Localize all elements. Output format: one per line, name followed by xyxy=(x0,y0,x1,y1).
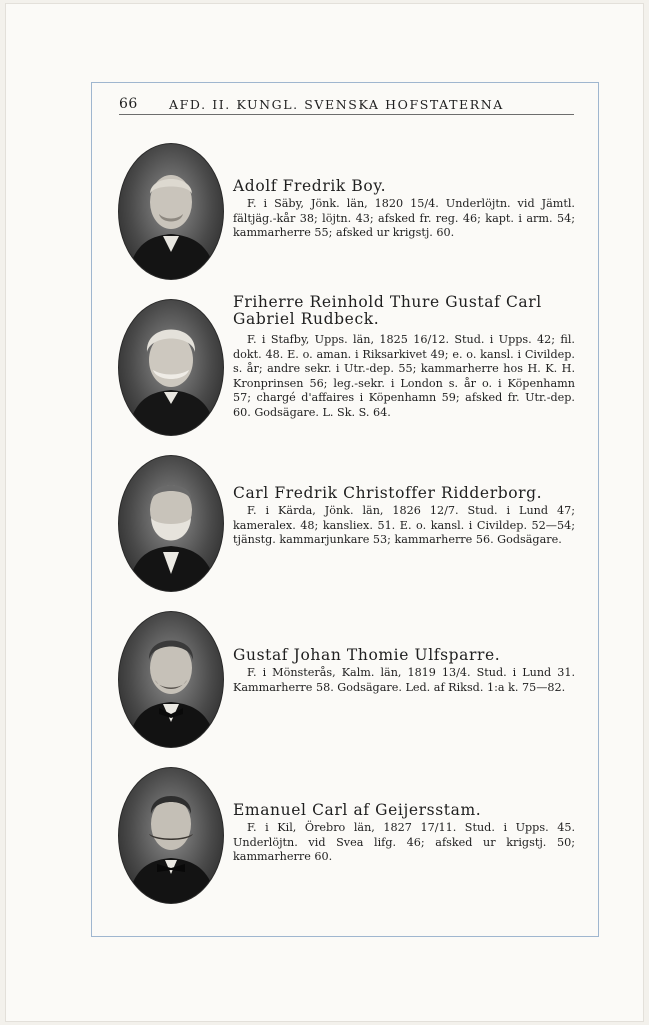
biography-entry xyxy=(118,293,578,439)
running-title: AFD. II. KUNGL. SVENSKA HOFSTATERNA xyxy=(169,97,504,112)
person-name: Gustaf Johan Thomie Ulfsparre. xyxy=(233,646,501,664)
person-name: Adolf Fredrik Boy. xyxy=(233,177,387,195)
biography-entry xyxy=(118,143,578,283)
portrait-photo xyxy=(118,299,224,436)
portrait-photo xyxy=(118,455,224,592)
biography-entry xyxy=(118,767,578,907)
biography-entry xyxy=(118,455,578,595)
person-bio: F. i Stafby, Upps. län, 1825 16/12. Stud. i Upps. 42; fil. dokt. 48. E. o. aman. i Riksarkivet 49; e. o. kansl. i Civildep. s. år; andre sekr. i Utr.-dep. 55; kammarherre hos H. K. H. Kronprinsen 56; leg.-sekr. i London s. år o. i Köpenhamn 57; chargé d'affaires i Köpenhamn 59; afsked fr. Utr.-dep. 60. Godsägare. L. Sk. S. 64. xyxy=(233,333,575,419)
person-name: Friherre Reinhold Thure Gustaf Carl Gabriel Rudbeck. xyxy=(233,293,542,328)
person-bio: F. i Kärda, Jönk. län, 1826 12/7. Stud. i Lund 47; kameralex. 48; kansliex. 51. E. o. kansl. i Civildep. 52—54; tjänstg. kammarjunkare 53; kammarherre 56. Godsägare. xyxy=(233,504,575,547)
person-bio: F. i Kil, Örebro län, 1827 17/11. Stud. i Upps. 45. Underlöjtn. vid Svea lifg. 46; afsked ur krigstj. 50; kammarherre 60. xyxy=(233,821,575,864)
person-bio: F. i Mönsterås, Kalm. län, 1819 13/4. Stud. i Lund 31. Kammarherre 58. Godsägare. Led. af Riksd. 1:a k. 75—82. xyxy=(233,666,575,694)
portrait-photo xyxy=(118,767,224,904)
biography-entry xyxy=(118,611,578,751)
person-bio: F. i Säby, Jönk. län, 1820 15/4. Underlöjtn. vid Jämtl. fältjäg.-kår 38; löjtn. 43; afsked fr. reg. 46; kapt. i arm. 54; kammarherre 55; afsked ur krigstj. 60. xyxy=(233,197,575,240)
portrait-photo xyxy=(118,611,224,748)
person-name: Emanuel Carl af Geijersstam. xyxy=(233,801,482,819)
page-number: 66 xyxy=(119,96,138,112)
portrait-photo xyxy=(118,143,224,280)
person-name: Carl Fredrik Christoffer Ridderborg. xyxy=(233,484,543,502)
running-header xyxy=(119,96,574,115)
